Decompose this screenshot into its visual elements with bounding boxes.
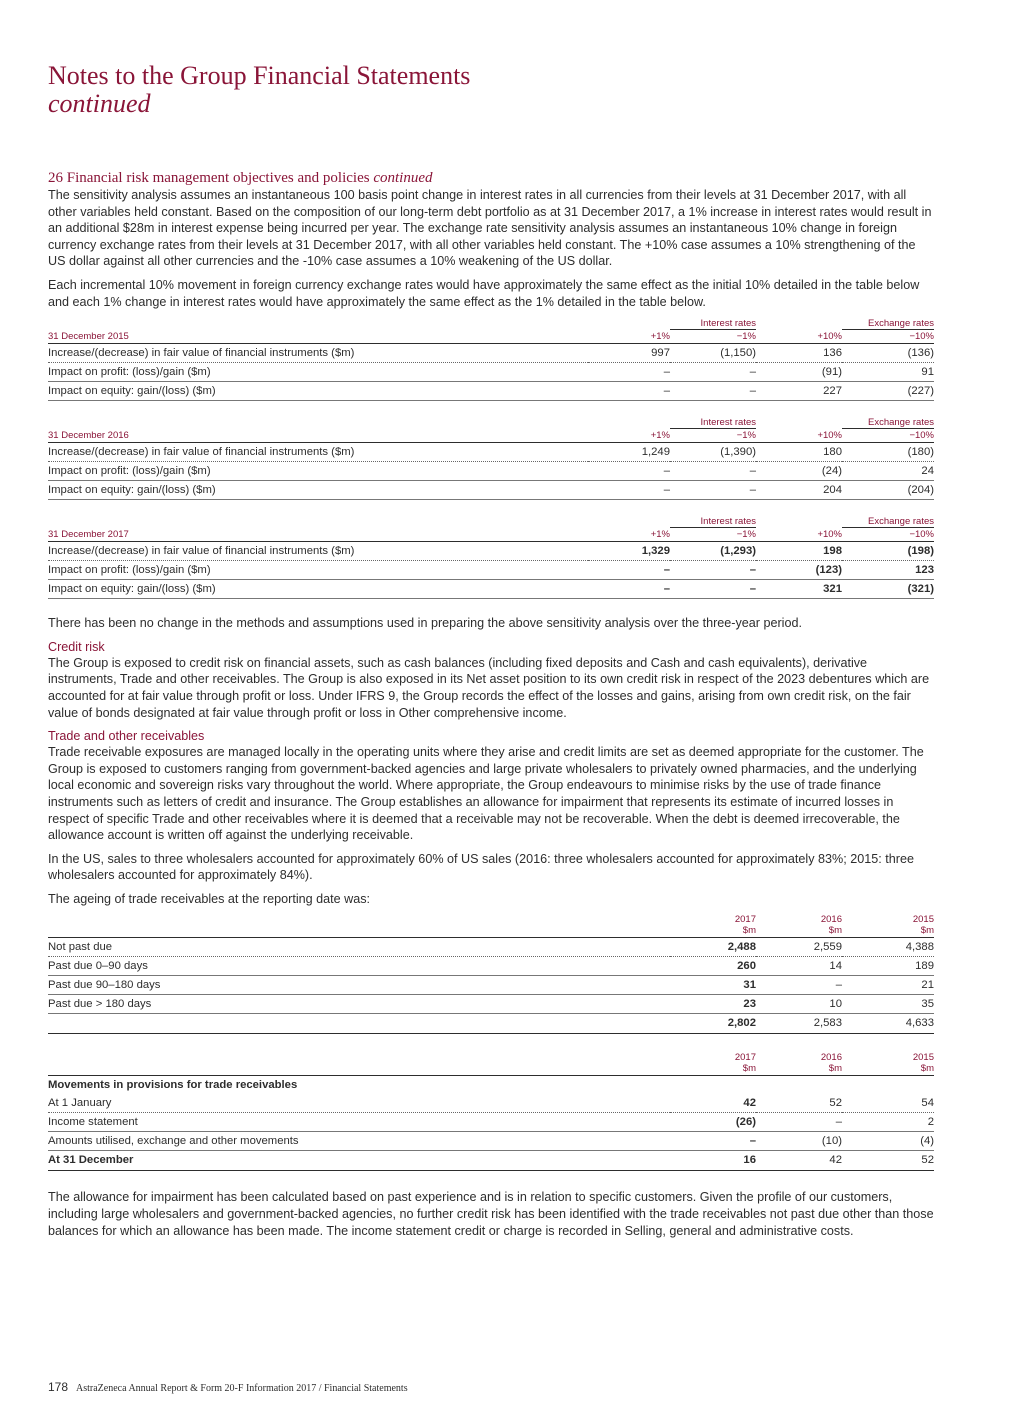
total-cell: 42: [756, 1151, 842, 1171]
year-header: 2015 $m: [842, 1052, 934, 1076]
cell: (91): [756, 363, 842, 382]
table-date-label: 31 December 2016: [48, 429, 588, 443]
cell: 52: [756, 1094, 842, 1113]
table-row: [48, 382, 934, 401]
cell: –: [670, 580, 756, 599]
col-plus-10: +10%: [756, 528, 842, 542]
table-row: [48, 1094, 934, 1113]
row-label: Impact on equity: gain/(loss) ($m): [48, 382, 588, 401]
col-plus-10: +10%: [756, 429, 842, 443]
col-plus-10: +10%: [756, 330, 842, 344]
credit-risk-heading: Credit risk: [48, 639, 105, 654]
cell: 4,388: [842, 938, 934, 957]
cell: 2: [842, 1113, 934, 1132]
page-title-text: Notes to the Group Financial Statements: [48, 61, 471, 90]
cell: 21: [842, 976, 934, 995]
closing-label: At 31 December: [48, 1151, 670, 1171]
cell: (227): [842, 382, 934, 401]
year-header: 2015 $m: [842, 914, 934, 938]
cell: –: [670, 462, 756, 481]
group-interest-rates: Interest rates: [670, 417, 756, 429]
group-exchange-rates: Exchange rates: [842, 516, 934, 528]
credit-risk-paragraph: The Group is exposed to credit risk on financial assets, such as cash balances (including fixed deposits and Cash and cash equivalents), derivative instruments, Trade and other receivables. The Group is also exposed in its Net asset position to its own credit risk in respect of the 2023 debentures which are accounted for at fair value through profit or loss. Under IFRS 9, the Group records the effect of the losses and gains, arising from own credit risk, on the fair value of bonds designated at fair value through profit or loss in Other comprehensive income.: [48, 655, 930, 720]
col-minus-1: −1%: [670, 429, 756, 443]
row-label: Impact on profit: (loss)/gain ($m): [48, 462, 588, 481]
sensitivity-table-2017: [48, 516, 934, 599]
cell: (123): [756, 561, 842, 580]
col-plus-1: +1%: [588, 429, 670, 443]
group-interest-rates: Interest rates: [670, 516, 756, 528]
cell: 42: [670, 1094, 756, 1113]
cell: 14: [756, 957, 842, 976]
cell: –: [670, 481, 756, 500]
trade-paragraph-1: Trade receivable exposures are managed locally in the operating units where they arise and credit limits are set as deemed appropriate for the customer. The Group is exposed to customers ranging from government-backed agencies and large private wholesalers to privately owned pharmacies, and the underlying local economic and sovereign risks vary throughout the world. Where appropriate, the Group endeavours to minimise risks by the use of trade finance instruments such as letters of credit and insurance. The Group establishes an allowance for impairment that represents its estimate of incurred losses in respect of specific Trade and other receivables where it is deemed that a receivable may not be recoverable. When the debt is deemed irrecoverable, the allowance account is written off against the underlying receivable.: [48, 745, 924, 843]
sensitivity-paragraph-2: Each incremental 10% movement in foreign currency exchange rates would have approximately the same effect as the initial 10% detailed in the table below and each 1% change in interest rates would have approximately the same effect as the 1% detailed in the table below.: [48, 277, 920, 309]
cell: 31: [670, 976, 756, 995]
cell: 260: [670, 957, 756, 976]
cell: (24): [756, 462, 842, 481]
cell: 180: [756, 443, 842, 462]
sensitivity-paragraph-1: The sensitivity analysis assumes an instantaneous 100 basis point change in interest rates in all currencies from their levels at 31 December 2017, with all other variables held constant. Based on the composition of our long-term debt portfolio as at 31 December 2017, a 1% increase in interest rates would result in an additional $28m in interest expense being incurred per year. The exchange rate sensitivity analysis assumes an instantaneous 10% change in foreign currency exchange rates from their levels at 31 December 2017, with all other variables held constant. The +10% case assumes a 10% strengthening of the US dollar against all other currencies and the -10% case assumes a 10% weakening of the US dollar.: [48, 188, 932, 269]
row-label: Impact on profit: (loss)/gain ($m): [48, 561, 588, 580]
table-row: [48, 1113, 934, 1132]
cell: 204: [756, 481, 842, 500]
table-row: [48, 938, 934, 957]
cell: (26): [670, 1113, 756, 1132]
cell: 198: [756, 542, 842, 561]
group-interest-rates: Interest rates: [670, 318, 756, 330]
provisions-heading: Movements in provisions for trade receivables: [48, 1079, 298, 1092]
table-row: [48, 481, 934, 500]
section-heading-text: 26 Financial risk management objectives and policies: [48, 170, 370, 186]
cell: 2,559: [756, 938, 842, 957]
col-minus-10: −10%: [842, 528, 934, 542]
cell: 24: [842, 462, 934, 481]
table-row: [48, 1132, 934, 1151]
row-label: Impact on equity: gain/(loss) ($m): [48, 481, 588, 500]
row-label: Past due > 180 days: [48, 995, 670, 1014]
cell: (204): [842, 481, 934, 500]
table-row: [48, 462, 934, 481]
page-content: [48, 170, 934, 1246]
cell: (1,390): [670, 443, 756, 462]
trade-paragraph-2: In the US, sales to three wholesalers accounted for approximately 60% of US sales (2016: three wholesalers accounted for approximately 83%; 2015: three wholesalers accounted for approximately 84%).: [48, 851, 914, 883]
total-cell: 4,633: [842, 1014, 934, 1034]
cell: –: [756, 1113, 842, 1132]
page-footer: [48, 1380, 408, 1394]
table-row: [48, 363, 934, 382]
section-heading-continued: continued: [373, 170, 433, 186]
cell: 10: [756, 995, 842, 1014]
row-label: Impact on profit: (loss)/gain ($m): [48, 363, 588, 382]
year-header: 2017 $m: [670, 1052, 756, 1076]
cell: –: [588, 580, 670, 599]
cell: 54: [842, 1094, 934, 1113]
row-label: Not past due: [48, 938, 670, 957]
ageing-table: [48, 914, 934, 1171]
total-row: [48, 1014, 934, 1034]
methods-paragraph: There has been no change in the methods and assumptions used in preparing the above sensitivity analysis over the three-year period.: [48, 616, 802, 631]
total-cell: 52: [842, 1151, 934, 1171]
row-label: Past due 0–90 days: [48, 957, 670, 976]
year-header: 2016 $m: [756, 1052, 842, 1076]
closing-row: [48, 1151, 934, 1171]
cell: 1,329: [588, 542, 670, 561]
col-minus-1: −1%: [670, 528, 756, 542]
table-row: [48, 976, 934, 995]
cell: (1,293): [670, 542, 756, 561]
cell: (136): [842, 344, 934, 363]
row-label: At 1 January: [48, 1094, 670, 1113]
row-label: Income statement: [48, 1113, 670, 1132]
page-title: [48, 62, 470, 118]
cell: 23: [670, 995, 756, 1014]
table-date-label: 31 December 2015: [48, 330, 588, 344]
provisions-heading-row: [48, 1076, 934, 1095]
section-heading: [48, 170, 934, 187]
cell: (4): [842, 1132, 934, 1151]
table-date-label: 31 December 2017: [48, 528, 588, 542]
table-row: [48, 443, 934, 462]
cell: –: [756, 976, 842, 995]
cell: 227: [756, 382, 842, 401]
col-minus-1: −1%: [670, 330, 756, 344]
table-row: [48, 561, 934, 580]
page-number: 178: [48, 1380, 69, 1394]
cell: 2,488: [670, 938, 756, 957]
cell: 1,249: [588, 443, 670, 462]
table-row: [48, 995, 934, 1014]
year-header: 2017 $m: [670, 914, 756, 938]
table-row: [48, 344, 934, 363]
row-label: Amounts utilised, exchange and other movements: [48, 1132, 670, 1151]
footer-text: AstraZeneca Annual Report & Form 20-F Information 2017 / Financial Statements: [75, 1383, 408, 1394]
col-minus-10: −10%: [842, 330, 934, 344]
col-plus-1: +1%: [588, 330, 670, 344]
table-row: [48, 580, 934, 599]
cell: 35: [842, 995, 934, 1014]
cell: 189: [842, 957, 934, 976]
col-plus-1: +1%: [588, 528, 670, 542]
total-cell: 2,802: [670, 1014, 756, 1034]
page-title-continued: continued: [48, 89, 151, 118]
cell: 997: [588, 344, 670, 363]
sensitivity-table-2016: [48, 417, 934, 500]
allowance-paragraph: The allowance for impairment has been calculated based on past experience and is in relation to specific customers. Given the profile of our customers, including large wholesalers and government-backed agencies, no further credit risk has been identified with the trade receivables not past due other than those balances for which an allowance has been made. The income statement credit or charge is recorded in Selling, general and administrative costs.: [48, 1190, 934, 1238]
cell: 136: [756, 344, 842, 363]
cell: (198): [842, 542, 934, 561]
group-exchange-rates: Exchange rates: [842, 417, 934, 429]
total-cell: 16: [670, 1151, 756, 1171]
row-label: Increase/(decrease) in fair value of financial instruments ($m): [48, 542, 588, 561]
cell: (180): [842, 443, 934, 462]
cell: 123: [842, 561, 934, 580]
col-minus-10: −10%: [842, 429, 934, 443]
cell: –: [588, 561, 670, 580]
cell: –: [588, 462, 670, 481]
table-row: [48, 542, 934, 561]
row-label: Past due 90–180 days: [48, 976, 670, 995]
row-label: Increase/(decrease) in fair value of financial instruments ($m): [48, 443, 588, 462]
sensitivity-table-2015: [48, 318, 934, 401]
cell: –: [588, 363, 670, 382]
table-row: [48, 957, 934, 976]
cell: –: [670, 363, 756, 382]
trade-paragraph-3: The ageing of trade receivables at the reporting date was:: [48, 891, 371, 906]
cell: 91: [842, 363, 934, 382]
cell: –: [588, 382, 670, 401]
trade-receivables-heading: Trade and other receivables: [48, 729, 205, 744]
row-label: Impact on equity: gain/(loss) ($m): [48, 580, 588, 599]
year-header: 2016 $m: [756, 914, 842, 938]
cell: (1,150): [670, 344, 756, 363]
cell: –: [588, 481, 670, 500]
total-cell: 2,583: [756, 1014, 842, 1034]
cell: –: [670, 561, 756, 580]
cell: –: [670, 382, 756, 401]
cell: 321: [756, 580, 842, 599]
row-label: Increase/(decrease) in fair value of financial instruments ($m): [48, 344, 588, 363]
cell: –: [670, 1132, 756, 1151]
cell: (321): [842, 580, 934, 599]
cell: (10): [756, 1132, 842, 1151]
group-exchange-rates: Exchange rates: [842, 318, 934, 330]
